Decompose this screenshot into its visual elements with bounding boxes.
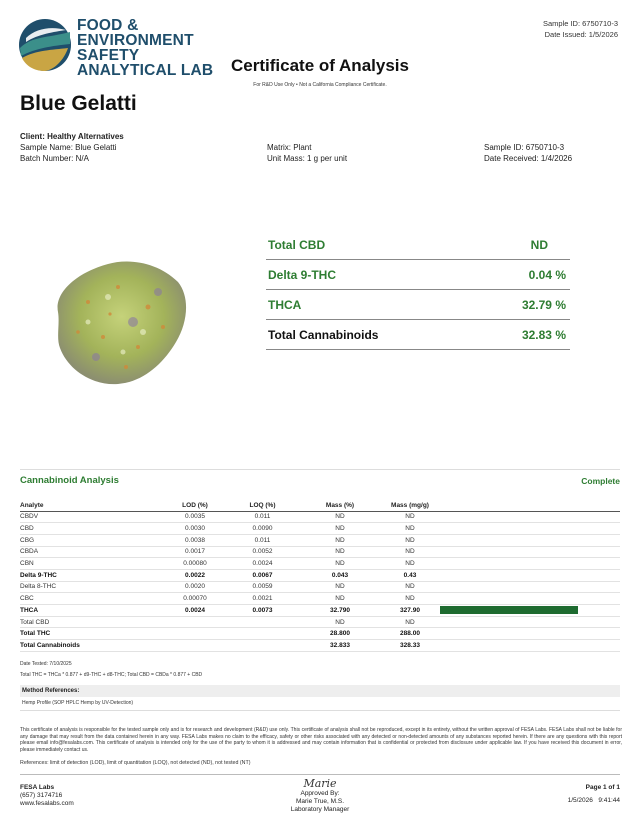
client-info-left bbox=[20, 131, 124, 164]
cell-bar bbox=[440, 511, 620, 523]
cell-mass-pct: 0.043 bbox=[300, 569, 380, 581]
cell-lod: 0.00070 bbox=[165, 593, 225, 605]
cell-mass-pct: ND bbox=[300, 593, 380, 605]
table-row bbox=[20, 534, 620, 546]
cell-analyte: CBDA bbox=[20, 546, 165, 558]
sample-name: Sample Name: Blue Gelatti bbox=[20, 143, 117, 152]
table-row bbox=[20, 640, 620, 652]
signature: Marie bbox=[303, 777, 337, 790]
cell-bar bbox=[440, 640, 620, 652]
cell-mass-mg: ND bbox=[380, 546, 440, 558]
table-row bbox=[20, 558, 620, 570]
analysis-divider bbox=[20, 469, 620, 470]
cell-loq: 0.0021 bbox=[225, 593, 300, 605]
cell-bar bbox=[440, 581, 620, 593]
footer-divider bbox=[20, 774, 620, 775]
lab-name-line: ENVIRONMENT bbox=[77, 32, 194, 49]
cell-bar bbox=[440, 628, 620, 640]
cell-analyte: Delta 9-THC bbox=[20, 569, 165, 581]
print-datetime: 1/5/2026 9:41:44 bbox=[567, 797, 620, 804]
approver-title: Laboratory Manager bbox=[290, 806, 350, 813]
cell-analyte: Total THC bbox=[20, 628, 165, 640]
cell-mass-pct: ND bbox=[300, 581, 380, 593]
cell-loq: 0.0052 bbox=[225, 546, 300, 558]
summary-row-total-cannabinoids bbox=[266, 320, 570, 350]
col-mass-mg: Mass (mg/g) bbox=[380, 500, 440, 511]
table-row bbox=[20, 569, 620, 581]
summary-value: 32.79 % bbox=[521, 298, 566, 312]
table-row bbox=[20, 628, 620, 640]
cell-mass-mg: ND bbox=[380, 511, 440, 523]
cell-mass-pct: ND bbox=[300, 558, 380, 570]
footer-lab-name: FESA Labs bbox=[20, 784, 55, 791]
product-image bbox=[48, 252, 193, 392]
table-row bbox=[20, 616, 620, 628]
table-row bbox=[20, 546, 620, 558]
cell-mass-pct: 32.790 bbox=[300, 605, 380, 617]
cell-mass-mg: ND bbox=[380, 593, 440, 605]
summary-row-total-cbd bbox=[266, 230, 570, 260]
cell-mass-pct: ND bbox=[300, 534, 380, 546]
summary-value: 0.04 % bbox=[528, 268, 566, 282]
table-row bbox=[20, 581, 620, 593]
cell-analyte: Delta 8-THC bbox=[20, 581, 165, 593]
cell-mass-mg: 328.33 bbox=[380, 640, 440, 652]
header-meta bbox=[543, 18, 618, 40]
cell-lod: 0.0035 bbox=[165, 511, 225, 523]
approved-by: Approved By: bbox=[300, 790, 340, 797]
cell-loq bbox=[225, 628, 300, 640]
table-row bbox=[20, 523, 620, 535]
summary-label: THCA bbox=[268, 298, 302, 312]
cell-analyte: Total Cannabinoids bbox=[20, 640, 165, 652]
cell-mass-pct: 28.800 bbox=[300, 628, 380, 640]
cell-bar bbox=[440, 523, 620, 535]
cell-mass-mg: ND bbox=[380, 523, 440, 535]
method-title: Method References: bbox=[20, 685, 620, 697]
cell-lod bbox=[165, 628, 225, 640]
cell-mass-pct: ND bbox=[300, 616, 380, 628]
references: References: limit of detection (LOD), limit of quantitation (LOQ), not detected (ND), not tested (NT) bbox=[20, 760, 251, 766]
cell-mass-mg: ND bbox=[380, 558, 440, 570]
matrix: Matrix: Plant bbox=[267, 143, 312, 152]
cell-lod: 0.00080 bbox=[165, 558, 225, 570]
col-bar bbox=[440, 500, 620, 511]
product-name: Blue Gelatti bbox=[20, 92, 137, 115]
table-row bbox=[20, 605, 620, 617]
lab-name-line: ANALYTICAL LAB bbox=[77, 62, 214, 79]
footer-page bbox=[568, 784, 620, 805]
col-loq: LOQ (%) bbox=[225, 500, 300, 511]
cell-mass-pct: ND bbox=[300, 523, 380, 535]
cell-loq: 0.0067 bbox=[225, 569, 300, 581]
sample-id: Sample ID: 6750710-3 bbox=[484, 143, 565, 152]
page-number: Page 1 of 1 bbox=[585, 784, 620, 791]
method-text: Hemp Profile (SOP HPLC Hemp by UV-Detection) bbox=[20, 697, 620, 711]
cell-analyte: Total CBD bbox=[20, 616, 165, 628]
cell-mass-mg: 327.90 bbox=[380, 605, 440, 617]
lab-name-line: SAFETY bbox=[77, 47, 140, 64]
cell-analyte: CBG bbox=[20, 534, 165, 546]
cell-lod bbox=[165, 616, 225, 628]
col-analyte: Analyte bbox=[20, 500, 165, 511]
cell-lod: 0.0020 bbox=[165, 581, 225, 593]
cell-loq: 0.011 bbox=[225, 511, 300, 523]
summary-value: 32.83 % bbox=[521, 328, 566, 342]
disclaimer: This certificate of analysis is responsible for the tested sample only and is for research and development (R&D) use only. This certificate of analysis shall not be reproduced, except in its entirety, without the written approval of FESA Labs. FESA Labs shall not be liable for any damage that may result from the data contained herein in any way. FESA Labs makes no claim to the efficacy, safety or other risks associated with any detected or non-detected amounts of any substances reported herein. If there are any questions with this report please email info@fesalabs.com. This certificate of analysis is intended only for the use of the party to whom it is addressed and may contain information that is confidential or protected from disclosure under applicable law. If you have received this document in error, please immediately contact us. bbox=[20, 727, 622, 753]
date-tested: Date Tested: 7/10/2025 bbox=[20, 661, 72, 667]
page-title: Certificate of Analysis bbox=[231, 56, 409, 75]
approver-name: Marie True, M.S. bbox=[295, 798, 345, 805]
table-row bbox=[20, 593, 620, 605]
footer-approval bbox=[260, 778, 380, 814]
summary-label: Total Cannabinoids bbox=[268, 328, 379, 342]
unit-mass: Unit Mass: 1 g per unit bbox=[267, 154, 348, 163]
client-info-mid bbox=[267, 142, 347, 164]
cell-loq bbox=[225, 616, 300, 628]
cell-loq: 0.011 bbox=[225, 534, 300, 546]
table-header-row bbox=[20, 500, 620, 511]
cell-lod: 0.0038 bbox=[165, 534, 225, 546]
analysis-title: Cannabinoid Analysis bbox=[20, 475, 119, 486]
cell-bar bbox=[440, 616, 620, 628]
cannabinoid-table-body bbox=[20, 511, 620, 651]
col-lod: LOD (%) bbox=[165, 500, 225, 511]
cell-lod: 0.0024 bbox=[165, 605, 225, 617]
mass-bar bbox=[440, 606, 578, 614]
cell-analyte: CBC bbox=[20, 593, 165, 605]
cell-mass-pct: ND bbox=[300, 511, 380, 523]
batch-number: Batch Number: N/A bbox=[20, 154, 89, 163]
page-subtitle: For R&D Use Only • Not a California Compliance Certificate. bbox=[253, 82, 387, 88]
cell-mass-mg: ND bbox=[380, 581, 440, 593]
cell-bar bbox=[440, 605, 620, 617]
summary-label: Total CBD bbox=[268, 238, 326, 252]
date-received: Date Received: 1/4/2026 bbox=[484, 154, 573, 163]
cell-mass-mg: ND bbox=[380, 616, 440, 628]
cannabinoid-table bbox=[20, 500, 620, 652]
cannabis-bud-image bbox=[48, 252, 193, 392]
cell-lod bbox=[165, 640, 225, 652]
footer-web: www.fesalabs.com bbox=[20, 800, 74, 807]
client-info-right bbox=[484, 142, 572, 164]
table-row bbox=[20, 511, 620, 523]
cell-bar bbox=[440, 546, 620, 558]
footer-lab bbox=[20, 784, 74, 808]
header-date-issued: Date Issued: 1/5/2026 bbox=[544, 30, 618, 39]
summary-value: ND bbox=[530, 238, 548, 252]
cell-mass-mg: 288.00 bbox=[380, 628, 440, 640]
cell-loq: 0.0090 bbox=[225, 523, 300, 535]
cell-loq: 0.0073 bbox=[225, 605, 300, 617]
cell-loq: 0.0059 bbox=[225, 581, 300, 593]
total-formula: Total THC = THCa * 0.877 + d9-THC + d8-THC; Total CBD = CBDa * 0.877 + CBD bbox=[20, 672, 203, 678]
cell-bar bbox=[440, 534, 620, 546]
summary-row-thca bbox=[266, 290, 570, 320]
cell-analyte: THCA bbox=[20, 605, 165, 617]
cell-analyte: CBD bbox=[20, 523, 165, 535]
client-name: Client: Healthy Alternatives bbox=[20, 132, 124, 141]
cell-loq: 0.0024 bbox=[225, 558, 300, 570]
cell-bar bbox=[440, 558, 620, 570]
cell-analyte: CBDV bbox=[20, 511, 165, 523]
footer-phone: (657) 3174716 bbox=[20, 792, 63, 799]
col-mass-pct: Mass (%) bbox=[300, 500, 380, 511]
summary-label: Delta 9-THC bbox=[268, 268, 337, 282]
cell-analyte: CBN bbox=[20, 558, 165, 570]
method-section bbox=[20, 685, 620, 711]
analysis-status: Complete bbox=[581, 476, 620, 486]
cell-bar bbox=[440, 593, 620, 605]
cell-lod: 0.0022 bbox=[165, 569, 225, 581]
cell-loq bbox=[225, 640, 300, 652]
cell-lod: 0.0030 bbox=[165, 523, 225, 535]
cell-mass-pct: 32.833 bbox=[300, 640, 380, 652]
cell-mass-mg: ND bbox=[380, 534, 440, 546]
cell-lod: 0.0017 bbox=[165, 546, 225, 558]
summary-row-delta9 bbox=[266, 260, 570, 290]
header-sample-id: Sample ID: 6750710-3 bbox=[542, 19, 618, 28]
cell-mass-mg: 0.43 bbox=[380, 569, 440, 581]
cell-mass-pct: ND bbox=[300, 546, 380, 558]
cell-bar bbox=[440, 569, 620, 581]
lab-name-line: FOOD & bbox=[77, 17, 139, 34]
